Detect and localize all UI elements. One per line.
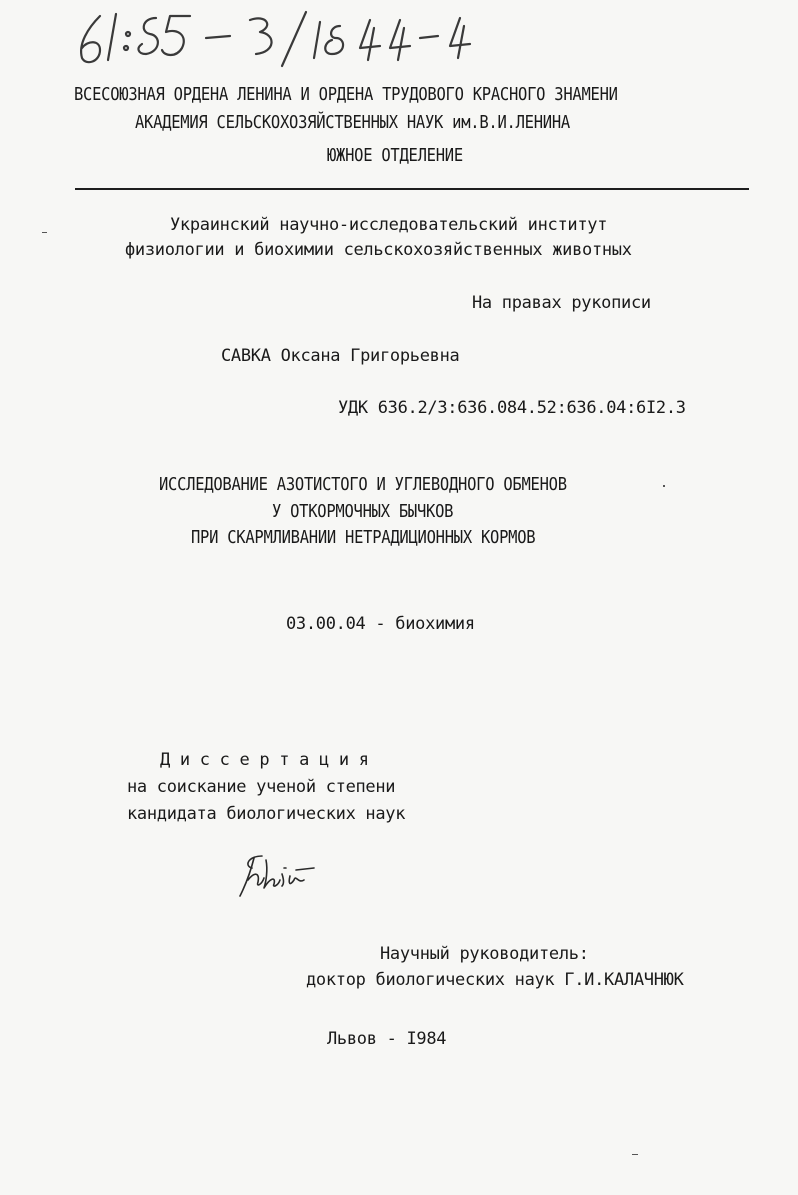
institute-line-1: Украинский научно-исследовательский институт [170, 215, 608, 235]
academy-line-2: АКАДЕМИЯ СЕЛЬСКОХОЗЯЙСТВЕННЫХ НАУК им.В.И.ЛЕНИНА [135, 112, 570, 133]
header-rule [75, 188, 749, 190]
institute-line-2: физиологии и биохимии сельскохозяйственных животных [125, 240, 632, 260]
scan-speck [42, 232, 47, 233]
scan-speck [663, 485, 665, 487]
academy-line-1: ВСЕСОЮЗНАЯ ОРДЕНА ЛЕНИНА И ОРДЕНА ТРУДОВОГО КРАСНОГО ЗНАМЕНИ [74, 84, 618, 105]
specialty-code: 03.00.04 - биохимия [286, 614, 475, 634]
dissertation-degree-line: на соискание ученой степени [127, 777, 396, 797]
signature [234, 850, 324, 900]
title-line-3: ПРИ СКАРМЛИВАНИИ НЕТРАДИЦИОННЫХ КОРМОВ [191, 527, 536, 548]
supervisor-label: Научный руководитель: [380, 944, 589, 964]
manuscript-note: На правах рукописи [472, 293, 651, 313]
dissertation-heading: Д и с с е р т а ц и я [160, 750, 369, 770]
supervisor-name: доктор биологических наук Г.И.КАЛАЧНЮК [306, 970, 684, 990]
title-line-2: У ОТКОРМОЧНЫХ БЫЧКОВ [272, 501, 454, 522]
dissertation-field-line: кандидата биологических наук [127, 804, 406, 824]
title-line-1: ИССЛЕДОВАНИЕ АЗОТИСТОГО И УГЛЕВОДНОГО ОБМЕНОВ [159, 474, 567, 495]
udc-code: УДК 636.2/3:636.084.52:636.04:6I2.3 [338, 398, 686, 418]
place-year: Львов - I984 [327, 1029, 447, 1049]
author-name: САВКА Оксана Григорьевна [221, 346, 460, 366]
scan-speck [632, 1154, 638, 1155]
academy-line-3: ЮЖНОЕ ОТДЕЛЕНИЕ [327, 145, 463, 166]
archive-number-handwritten [70, 8, 480, 70]
